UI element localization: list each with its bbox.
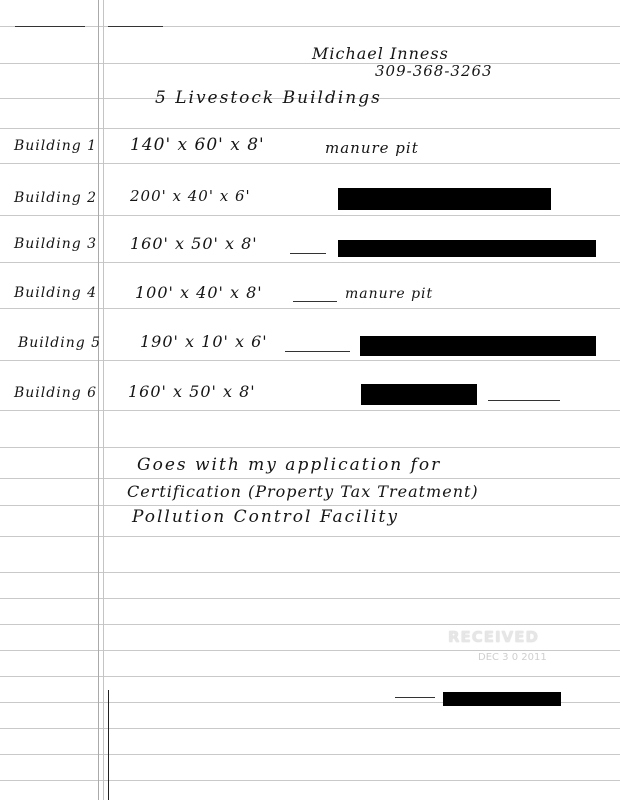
redaction-box	[338, 240, 596, 257]
building-label: Building 3	[14, 236, 98, 252]
building-dimensions: 100' x 40' x 8'	[135, 283, 263, 302]
ruled-line	[0, 598, 620, 599]
building-dimensions: 160' x 50' x 8'	[128, 382, 256, 401]
ink-stroke	[15, 26, 85, 27]
ruled-line	[0, 447, 620, 448]
ink-stroke	[488, 400, 560, 401]
building-dimensions: 190' x 10' x 6'	[140, 332, 268, 351]
note-line-1: Goes with my application for	[137, 455, 442, 475]
ruled-line	[0, 728, 620, 729]
page-title: 5 Livestock Buildings	[155, 88, 382, 108]
building-dimensions: 160' x 50' x 8'	[130, 234, 258, 253]
building-label: Building 2	[14, 190, 98, 206]
stamp-text: RECEIVED	[448, 628, 539, 646]
ruled-line	[0, 572, 620, 573]
ruled-line	[0, 26, 620, 27]
author-name: Michael Inness	[312, 44, 449, 63]
ruled-line	[0, 676, 620, 677]
ruled-line	[0, 308, 620, 309]
ruled-line	[0, 780, 620, 781]
ink-stroke	[290, 253, 326, 254]
ink-stroke	[285, 351, 350, 352]
building-label: Building 6	[14, 385, 98, 401]
building-dimensions: 200' x 40' x 6'	[130, 187, 251, 205]
note-line-2: Certification (Property Tax Treatment)	[127, 482, 479, 501]
note-line-3: Pollution Control Facility	[132, 507, 399, 527]
building-label: Building 1	[14, 138, 98, 154]
margin-line	[108, 690, 109, 800]
ink-stroke	[108, 26, 163, 27]
redaction-box	[338, 188, 551, 210]
ruled-line	[0, 505, 620, 506]
ruled-line	[0, 128, 620, 129]
building-dimensions: 140' x 60' x 8'	[130, 135, 265, 155]
ruled-line	[0, 478, 620, 479]
margin-line	[98, 0, 99, 800]
ruled-line	[0, 215, 620, 216]
ruled-line	[0, 754, 620, 755]
ruled-line	[0, 360, 620, 361]
redaction-box	[443, 692, 561, 706]
ruled-line	[0, 536, 620, 537]
building-label: Building 5	[18, 335, 102, 351]
ruled-line	[0, 624, 620, 625]
margin-line	[103, 0, 104, 800]
ink-stroke	[395, 697, 435, 698]
ruled-line	[0, 410, 620, 411]
building-note: manure pit	[325, 139, 419, 157]
redaction-box	[361, 384, 477, 405]
received-stamp	[448, 628, 568, 674]
ink-stroke	[293, 301, 337, 302]
ruled-line	[0, 163, 620, 164]
phone-number: 309-368-3263	[375, 62, 493, 80]
building-label: Building 4	[14, 285, 98, 301]
building-note: manure pit	[345, 286, 434, 302]
ruled-line	[0, 63, 620, 64]
redaction-box	[360, 336, 596, 356]
stamp-date: DEC 3 0 2011	[478, 652, 547, 663]
ruled-line	[0, 262, 620, 263]
